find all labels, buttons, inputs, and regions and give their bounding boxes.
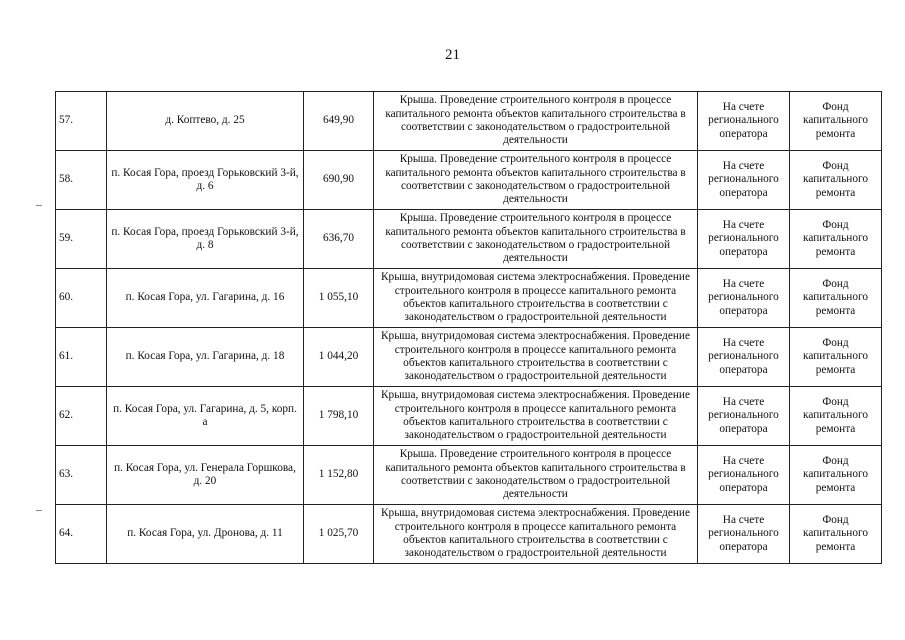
account-cell: На счете регионального оператора [698,151,790,210]
fund-cell: Фонд капитального ремонта [790,328,882,387]
account-cell: На счете регионального оператора [698,505,790,564]
fund-cell: Фонд капитального ремонта [790,151,882,210]
area-cell: 1 798,10 [304,387,374,446]
row-number: 59. [56,210,107,269]
area-cell: 649,90 [304,92,374,151]
works-cell: Крыша. Проведение строительного контроля в процессе капитального ремонта объектов капитального строительства в соответствии с законодательством о градостроительной деятельности [374,151,698,210]
area-cell: 1 025,70 [304,505,374,564]
table-row [56,505,882,564]
table-row [56,210,882,269]
address-cell: п. Косая Гора, ул. Гагарина, д. 16 [107,269,304,328]
area-cell: 690,90 [304,151,374,210]
account-cell: На счете регионального оператора [698,387,790,446]
address-cell: п. Косая Гора, ул. Дронова, д. 11 [107,505,304,564]
row-number: 57. [56,92,107,151]
account-cell: На счете регионального оператора [698,210,790,269]
address-cell: п. Косая Гора, ул. Генерала Горшкова, д. 20 [107,446,304,505]
address-cell: д. Коптево, д. 25 [107,92,304,151]
address-cell: п. Косая Гора, ул. Гагарина, д. 5, корп. а [107,387,304,446]
address-cell: п. Косая Гора, проезд Горьковский 3-й, д. 6 [107,151,304,210]
works-cell: Крыша, внутридомовая система электроснабжения. Проведение строительного контроля в процессе капитального ремонта объектов капитального строительства в соответствии с законодательством о градостроительной деятельности [374,387,698,446]
fund-cell: Фонд капитального ремонта [790,387,882,446]
works-cell: Крыша. Проведение строительного контроля в процессе капитального ремонта объектов капитального строительства в соответствии с законодательством о градостроительной деятельности [374,210,698,269]
area-cell: 1 044,20 [304,328,374,387]
row-number: 63. [56,446,107,505]
row-number: 58. [56,151,107,210]
table-row [56,92,882,151]
works-cell: Крыша, внутридомовая система электроснабжения. Проведение строительного контроля в процессе капитального ремонта объектов капитального строительства в соответствии с законодательством о градостроительной деятельности [374,328,698,387]
row-number: 60. [56,269,107,328]
works-cell: Крыша. Проведение строительного контроля в процессе капитального ремонта объектов капитального строительства в соответствии с законодательством о градостроительной деятельности [374,92,698,151]
table-row [56,387,882,446]
account-cell: На счете регионального оператора [698,92,790,151]
account-cell: На счете регионального оператора [698,446,790,505]
works-cell: Крыша. Проведение строительного контроля в процессе капитального ремонта объектов капитального строительства в соответствии с законодательством о градостроительной деятельности [374,446,698,505]
repair-register-table [55,91,882,564]
row-number: 62. [56,387,107,446]
table-row [56,446,882,505]
page-number: 21 [445,47,460,63]
area-cell: 1 152,80 [304,446,374,505]
works-cell: Крыша, внутридомовая система электроснабжения. Проведение строительного контроля в процессе капитального ремонта объектов капитального строительства в соответствии с законодательством о градостроительной деятельности [374,269,698,328]
fund-cell: Фонд капитального ремонта [790,92,882,151]
row-number: 64. [56,505,107,564]
table-row [56,151,882,210]
area-cell: 1 055,10 [304,269,374,328]
works-cell: Крыша, внутридомовая система электроснабжения. Проведение строительного контроля в процессе капитального ремонта объектов капитального строительства в соответствии с законодательством о градостроительной деятельности [374,505,698,564]
fund-cell: Фонд капитального ремонта [790,210,882,269]
table-row [56,328,882,387]
margin-tick [36,205,42,206]
account-cell: На счете регионального оператора [698,328,790,387]
margin-tick [36,510,42,511]
address-cell: п. Косая Гора, проезд Горьковский 3-й, д. 8 [107,210,304,269]
fund-cell: Фонд капитального ремонта [790,446,882,505]
address-cell: п. Косая Гора, ул. Гагарина, д. 18 [107,328,304,387]
fund-cell: Фонд капитального ремонта [790,269,882,328]
account-cell: На счете регионального оператора [698,269,790,328]
fund-cell: Фонд капитального ремонта [790,505,882,564]
area-cell: 636,70 [304,210,374,269]
table-row [56,269,882,328]
row-number: 61. [56,328,107,387]
